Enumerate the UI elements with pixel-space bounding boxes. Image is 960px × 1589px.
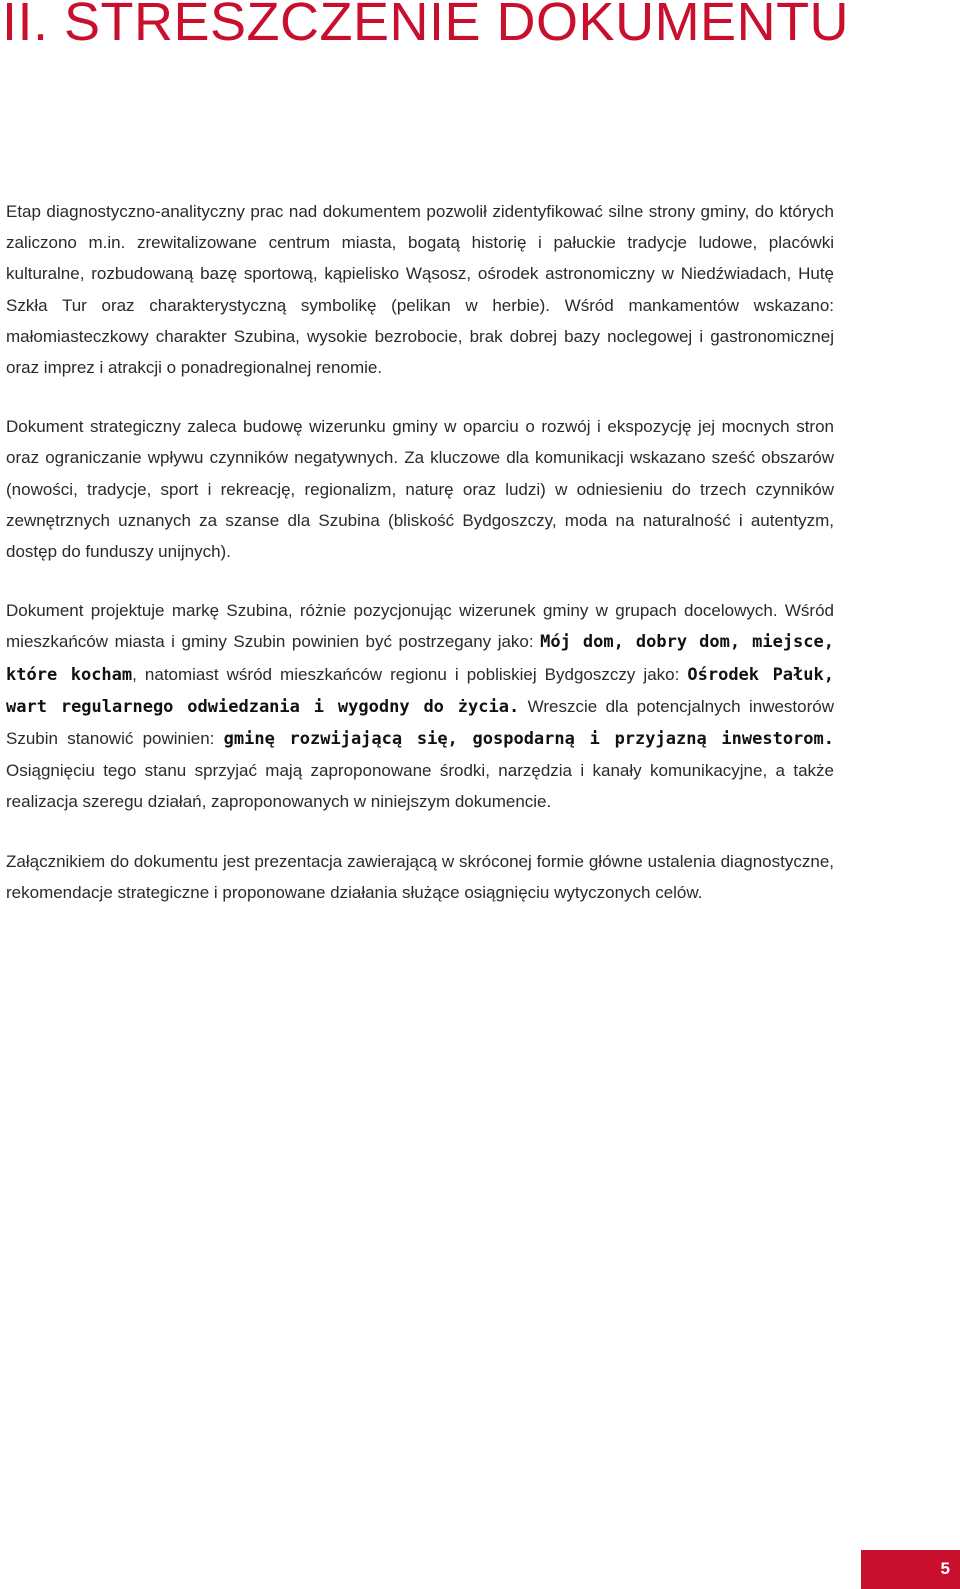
brand-text-intro: Dokument projektuje markę Szubina, różnie pozycjonując wizerunek gminy w grupach docelowych. Wśród mieszkańców miasta i gminy Szubin powinien być postrzegany jako:	[6, 601, 834, 652]
brand-text-region: , natomiast wśród mieszkańców regionu i pobliskiej Bydgoszczy jako:	[132, 664, 688, 684]
document-body	[6, 196, 834, 936]
brand-text-investors: Wreszcie dla potencjalnych inwestorów Szubin stanowić powinien:	[6, 696, 834, 749]
paragraph-brand-positioning	[6, 595, 834, 817]
paragraph-strengths-weaknesses: Etap diagnostyczno-analityczny prac nad dokumentem pozwolił zidentyfikować silne strony gminy, do których zaliczono m.in. zrewitalizowane centrum miasta, bogatą historię i pałuckie tradycje ludowe, placówki kulturalne, rozbudowaną bazę sportową, kąpielisko Wąsosz, ośrodek astronomiczny w Niedźwiadach, Hutę Szkła Tur oraz charakterystyczną symbolikę (pelikan w herbie). Wśród mankamentów wskazano: małomiasteczkowy charakter Szubina, wysokie bezrobocie, brak dobrej bazy noclegowej i gastronomicznej oraz imprez i atrakcji o ponadregionalnej renomie.	[6, 202, 834, 378]
page-title: II. STRESZCZENIE DOKUMENTU	[2, 0, 850, 52]
brand-emphasis-region: Ośrodek Pałuk, wart regularnego odwiedzania i wygodny do życia.	[6, 664, 834, 717]
page-number: 5	[940, 1559, 950, 1578]
page-number-badge	[861, 1550, 960, 1589]
brand-emphasis-investors: gminę rozwijającą się, gospodarną i przyjazną inwestorom.	[223, 729, 835, 750]
brand-text-closing: Osiągnięciu tego stanu sprzyjać mają zaproponowane środki, narzędzia i kanały komunikacyjne, a także realizacja szeregu działań, zaproponowanych w niniejszym dokumencie.	[6, 761, 834, 812]
brand-emphasis-residents: Mój dom, dobry dom, miejsce, które kocham	[6, 632, 835, 685]
paragraph-attachment: Załącznikiem do dokumentu jest prezentacja zawierającą w skróconej formie główne ustalenia diagnostyczne, rekomendacje strategiczne i proponowane działania służące osiągnięciu wytyczonych celów.	[6, 851, 834, 902]
paragraph-strategy: Dokument strategiczny zaleca budowę wizerunku gminy w oparciu o rozwój i ekspozycję jej mocnych stron oraz ograniczanie wpływu czynników negatywnych. Za kluczowe dla komunikacji wskazano sześć obszarów (nowości, tradycje, sport i rekreację, regionalizm, naturę oraz ludzi) w odniesieniu do trzech czynników zewnętrznych uznanych za szanse dla Szubina (bliskość Bydgoszczy, moda na naturalność i autentyzm, dostęp do funduszy unijnych).	[6, 417, 834, 562]
